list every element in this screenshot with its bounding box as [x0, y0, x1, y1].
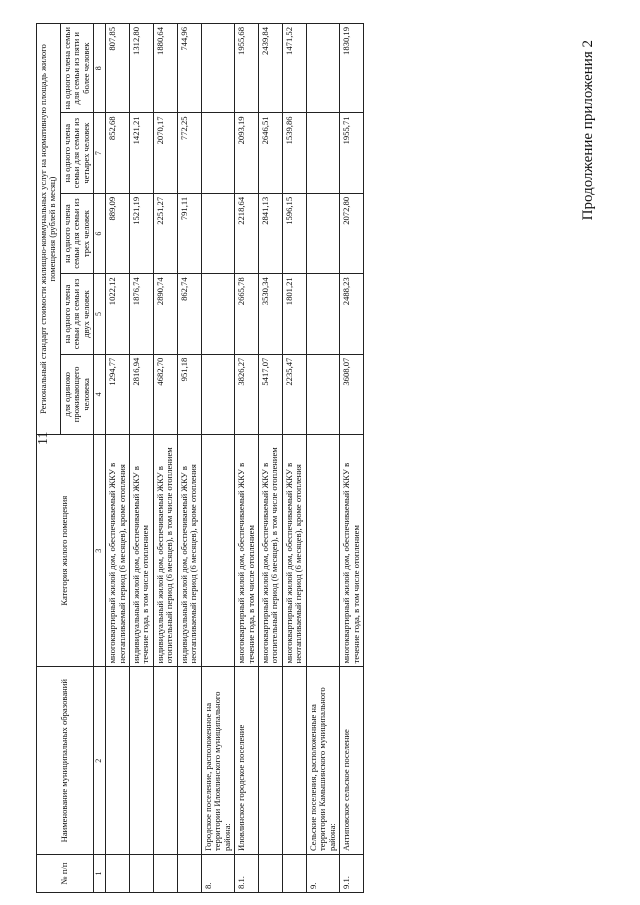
cost-value: 2816,94 — [129, 354, 153, 434]
table-row — [129, 24, 153, 893]
municipality-name: Антиповское сельское поселение — [340, 667, 364, 855]
table-row — [306, 24, 339, 893]
row-number: 9. — [306, 855, 339, 893]
header-five: на одного члена семьи для семьи из пяти и более человек — [60, 24, 93, 113]
municipality-name — [282, 667, 306, 855]
housing-category — [306, 435, 339, 667]
cost-value — [306, 274, 339, 354]
cost-value: 3530,34 — [258, 274, 282, 354]
housing-category: индивидуальный жилой дом, обеспечиваемый ЖКУ в отопительный период (6 месяцев), в том числе отоплением — [153, 435, 177, 667]
cost-value — [201, 24, 234, 113]
row-number: 9.1. — [340, 855, 364, 893]
housing-category: индивидуальный жилой дом, обеспечиваемый ЖКУ в течение года, в том числе отоплением — [129, 435, 153, 667]
cost-value: 1830,19 — [340, 24, 364, 113]
table-row — [153, 24, 177, 893]
row-number: 8.1. — [235, 855, 259, 893]
cost-value — [201, 274, 234, 354]
header-two: на одного члена семьи для семьи из двух человек — [60, 274, 93, 354]
municipality-name: Сельские поселения, расположенные на территории Камышинского муниципального района: — [306, 667, 339, 855]
column-number: 2 — [94, 667, 106, 855]
cost-value: 5417,07 — [258, 354, 282, 434]
housing-category: многоквартирный жилой дом, обеспечиваемый ЖКУ в отопительный период (6 месяцев), в том числе отоплением — [258, 435, 282, 667]
table-row — [258, 24, 282, 893]
cost-value: 2072,80 — [340, 193, 364, 273]
housing-category: многоквартирный жилой дом, обеспечиваемый ЖКУ в неотапливаемый период (6 месяцев), кроме отопления — [106, 435, 130, 667]
cost-value: 1471,52 — [282, 24, 306, 113]
cost-value: 1022,12 — [106, 274, 130, 354]
table-row — [177, 24, 201, 893]
row-number — [258, 855, 282, 893]
cost-value: 772,25 — [177, 113, 201, 193]
page-number: 11 — [36, 431, 51, 445]
housing-category — [201, 435, 234, 667]
row-number — [153, 855, 177, 893]
cost-value: 951,18 — [177, 354, 201, 434]
cost-value: 889,09 — [106, 193, 130, 273]
cost-value: 2890,74 — [153, 274, 177, 354]
cost-value: 2841,13 — [258, 193, 282, 273]
cost-value — [201, 113, 234, 193]
header-three: на одного члена семьи для семьи из трех человек — [60, 193, 93, 273]
cost-value: 862,74 — [177, 274, 201, 354]
header-municipality: Наименование муниципальных образований — [37, 667, 94, 855]
cost-value: 2235,47 — [282, 354, 306, 434]
table-row — [340, 24, 364, 893]
column-number: 3 — [94, 435, 106, 667]
table-row — [235, 24, 259, 893]
housing-category: многоквартирный жилой дом, обеспечиваемый ЖКУ в течение года, в том числе отоплением — [340, 435, 364, 667]
municipality-name — [129, 667, 153, 855]
row-number — [177, 855, 201, 893]
cost-value — [306, 193, 339, 273]
cost-value: 2439,84 — [258, 24, 282, 113]
table-row — [282, 24, 306, 893]
column-number: 7 — [94, 113, 106, 193]
cost-value: 4682,70 — [153, 354, 177, 434]
header-category: Категория жилого помещения — [37, 435, 94, 667]
cost-value — [306, 113, 339, 193]
municipality-name — [153, 667, 177, 855]
cost-value: 1955,71 — [340, 113, 364, 193]
row-number — [129, 855, 153, 893]
row-number — [282, 855, 306, 893]
column-number: 8 — [94, 24, 106, 113]
row-number: 8. — [201, 855, 234, 893]
cost-value — [201, 354, 234, 434]
housing-category: индивидуальный жилой дом, обеспечиваемый ЖКУ в неотапливаемый период (6 месяцев), кроме отопления — [177, 435, 201, 667]
cost-value: 2218,64 — [235, 193, 259, 273]
cost-value: 1955,68 — [235, 24, 259, 113]
header-number: № п/п — [37, 855, 94, 893]
municipality-name: Иловлинское городское поселение — [235, 667, 259, 855]
municipality-name — [106, 667, 130, 855]
municipality-name: Городское поселение, расположенное на территории Иловлинского муниципального района: — [201, 667, 234, 855]
column-numbers-row — [94, 24, 106, 893]
cost-value: 744,96 — [177, 24, 201, 113]
cost-value: 1880,64 — [153, 24, 177, 113]
tariff-table — [36, 23, 364, 893]
cost-value: 2070,17 — [153, 113, 177, 193]
continuation-label: Продолжение приложения 2 — [580, 40, 596, 221]
cost-value: 3826,27 — [235, 354, 259, 434]
header-group: Региональный стандарт стоимости жилищно-коммунальных услуг на нормативную площадь жилого помещения (рублей в месяц) — [37, 24, 61, 435]
header-single: для одиноко проживающего человека — [60, 354, 93, 434]
cost-value: 2093,19 — [235, 113, 259, 193]
cost-value — [306, 24, 339, 113]
cost-value: 1294,77 — [106, 354, 130, 434]
table-body — [106, 24, 364, 893]
cost-value: 3608,07 — [340, 354, 364, 434]
column-number: 6 — [94, 193, 106, 273]
document-table-frame — [36, 23, 596, 893]
cost-value: 1312,80 — [129, 24, 153, 113]
municipality-name — [258, 667, 282, 855]
cost-value: 1539,86 — [282, 113, 306, 193]
row-number — [106, 855, 130, 893]
cost-value: 2665,78 — [235, 274, 259, 354]
cost-value: 852,68 — [106, 113, 130, 193]
cost-value: 1801,21 — [282, 274, 306, 354]
cost-value — [201, 193, 234, 273]
cost-value: 1596,15 — [282, 193, 306, 273]
housing-category: многоквартирный жилой дом, обеспечиваемый ЖКУ в неотапливаемый период (6 месяцев), кроме отопления — [282, 435, 306, 667]
municipality-name — [177, 667, 201, 855]
cost-value: 1876,74 — [129, 274, 153, 354]
column-number: 1 — [94, 855, 106, 893]
cost-value: 1421,21 — [129, 113, 153, 193]
cost-value: 1521,19 — [129, 193, 153, 273]
table-row — [106, 24, 130, 893]
cost-value: 2251,27 — [153, 193, 177, 273]
column-number: 4 — [94, 354, 106, 434]
housing-category: многоквартирный жилой дом, обеспечиваемый ЖКУ в течение года, в том числе отоплением — [235, 435, 259, 667]
cost-value — [306, 354, 339, 434]
cost-value: 2488,23 — [340, 274, 364, 354]
table-row — [201, 24, 234, 893]
cost-value: 791,11 — [177, 193, 201, 273]
cost-value: 2646,51 — [258, 113, 282, 193]
cost-value: 807,85 — [106, 24, 130, 113]
header-four: на одного члена семьи для семьи из четырех человек — [60, 113, 93, 193]
column-number: 5 — [94, 274, 106, 354]
